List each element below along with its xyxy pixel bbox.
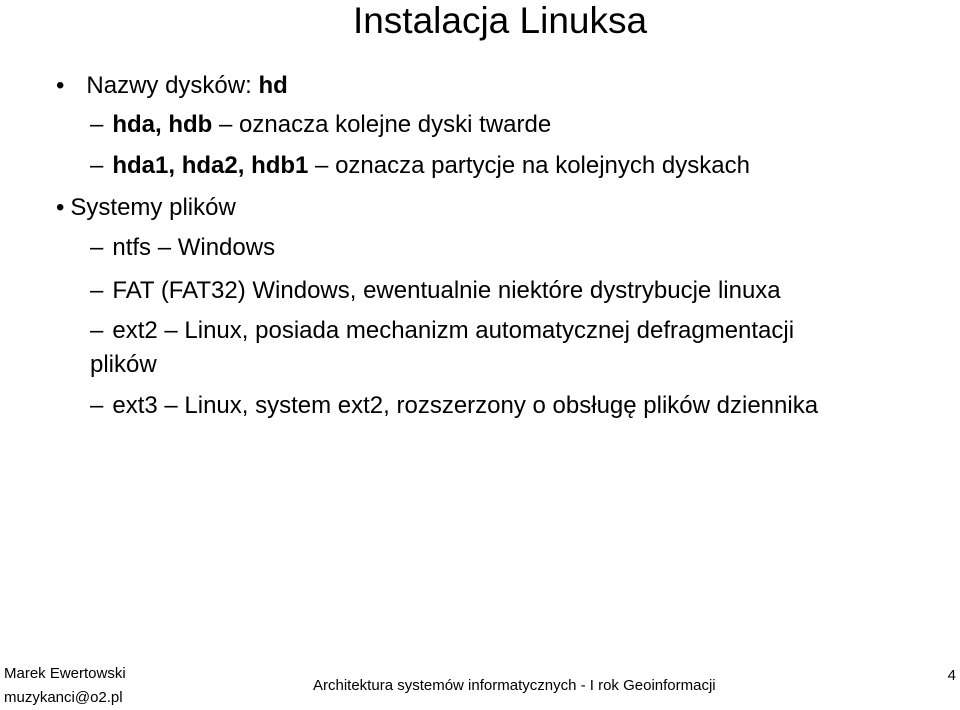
footer-email: muzykanci@o2.pl [4,689,123,706]
dash-icon: – [90,317,104,344]
bullet-icon: • [56,194,65,221]
sub-item-partitions [90,152,750,180]
sub-item-text: FAT (FAT32) Windows, ewentualnie niektóre dystrybucje linuxa [112,277,781,304]
dash-icon: – [90,234,104,261]
dash-icon: – [90,392,104,419]
bullet-text: Nazwy dysków: [86,72,259,99]
bullet-bold-text: hd [258,72,288,99]
sub-item-ext3 [90,392,818,420]
bullet-item-disk-names [56,72,288,100]
dash-icon: – [90,111,104,138]
sub-item-text: ntfs – Windows [112,234,276,261]
footer-page-number: 4 [947,667,956,684]
footer-author-block [4,662,126,710]
sub-item-ext2-continuation: plików [90,351,157,378]
sub-item-hda-hdb [90,111,551,139]
sub-item-text: – oznacza partycje na kolejnych dyskach [308,152,750,179]
sub-item-ntfs [90,234,275,262]
dash-icon: – [90,277,104,304]
sub-item-bold-text: hda1, hda2, hdb1 [112,152,309,179]
bullet-icon: • [56,72,65,99]
bullet-item-file-systems [56,194,236,222]
sub-item-bold-text: hda, hdb [112,111,213,138]
footer-author: Marek Ewertowski [4,665,126,682]
sub-item-text: ext3 – Linux, system ext2, rozszerzony o obsługę plików dziennika [112,392,819,419]
sub-item-fat [90,277,781,305]
footer-course: Architektura systemów informatycznych - I rok Geoinformacji [313,677,716,694]
dash-icon: – [90,152,104,179]
sub-item-text: – oznacza kolejne dyski twarde [212,111,552,138]
slide-title: Instalacja Linuksa [352,0,648,41]
sub-item-text: ext2 – Linux, posiada mechanizm automatycznej defragmentacji [112,317,795,344]
sub-item-ext2 [90,317,794,345]
bullet-text: Systemy plików [70,194,236,221]
